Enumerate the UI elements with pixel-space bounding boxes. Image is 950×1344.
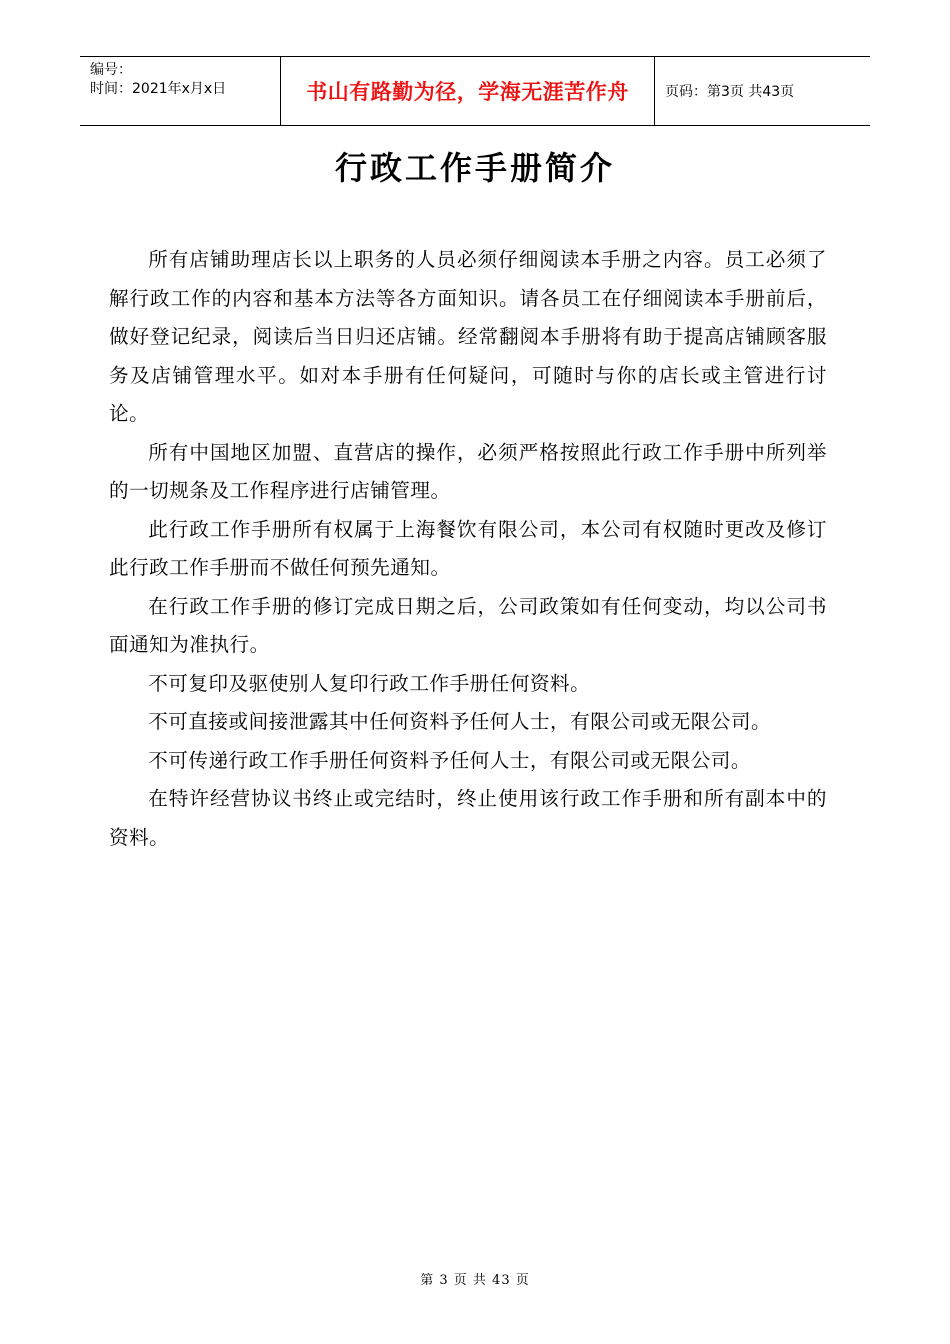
paragraph: 不可传递行政工作手册任何资料予任何人士，有限公司或无限公司。 <box>148 748 751 772</box>
page-header <box>80 56 870 126</box>
document-title: 行政工作手册简介 <box>334 149 615 187</box>
paragraph: 在行政工作手册的修订完成日期之后，公司政策如有任何变动，均以公司书面通知为准执行。 <box>109 594 827 656</box>
paragraph: 此行政工作手册所有权属于上海餐饮有限公司，本公司有权随时更改及修订此行政工作手册而不做任何预先通知。 <box>109 517 827 579</box>
page-footer: 第 3 页 共 43 页 <box>420 1273 530 1288</box>
page-info: 页码：第3页 共43页 <box>665 84 795 100</box>
header-meta <box>80 57 281 125</box>
time-label: 时间：2021年x月x日 <box>90 81 227 97</box>
paragraph: 不可直接或间接泄露其中任何资料予任何人士，有限公司或无限公司。 <box>148 710 772 733</box>
header-page-cell <box>655 57 870 125</box>
header-motto-cell <box>281 57 655 125</box>
paragraph: 不可复印及驱使别人复印行政工作手册任何资料。 <box>148 671 591 695</box>
document-body <box>109 241 827 857</box>
paragraph: 在特许经营协议书终止或完结时，终止使用该行政工作手册和所有副本中的资料。 <box>109 787 827 849</box>
paragraph: 所有店铺助理店长以上职务的人员必须仔细阅读本手册之内容。员工必须了解行政工作的内容和基本方法等各方面知识。请各员工在仔细阅读本手册前后，做好登记纪录，阅读后当日归还店铺。经常翻阅本手册将有助于提高店铺顾客服务及店铺管理水平。如对本手册有任何疑问，可随时与你的店长或主管进行讨论。 <box>109 248 827 425</box>
serial-label: 编号： <box>90 62 132 78</box>
motto-text: 书山有路勤为径，学海无涯苦作舟 <box>306 80 629 104</box>
paragraph: 所有中国地区加盟、直营店的操作，必须严格按照此行政工作手册中所列举的一切规条及工作程序进行店铺管理。 <box>109 440 827 502</box>
